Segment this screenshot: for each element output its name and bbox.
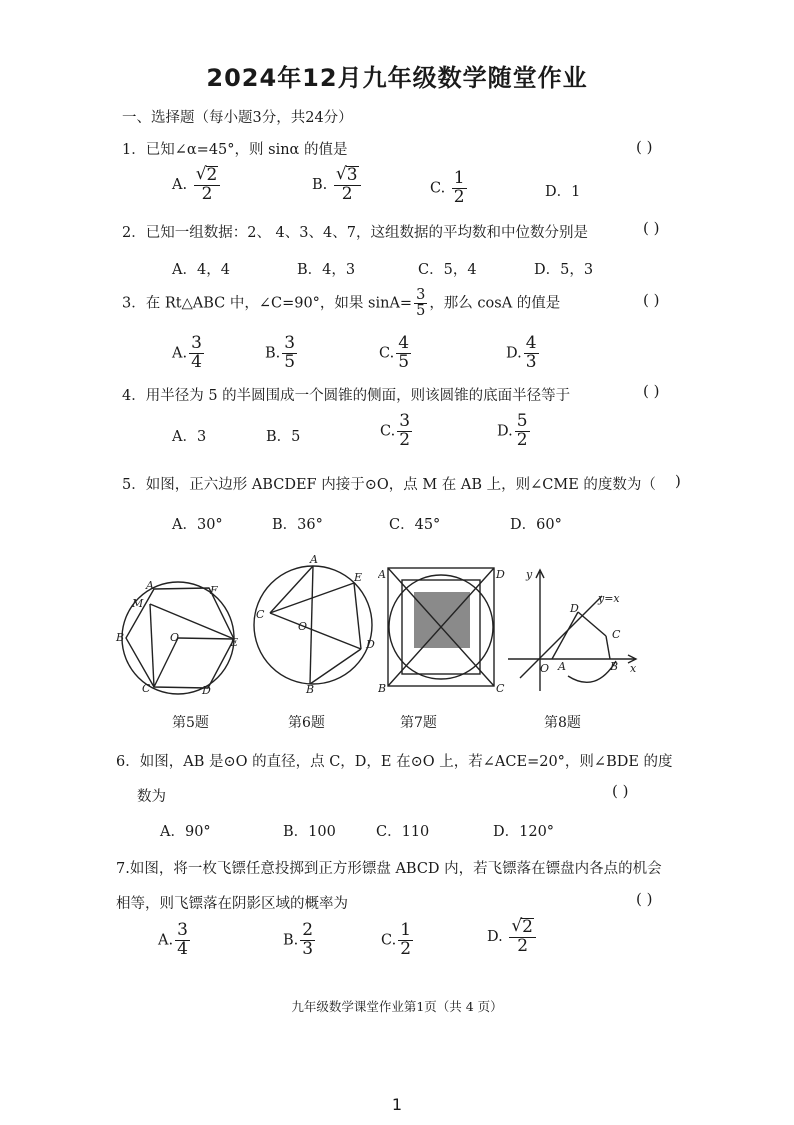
answer-paren-2: ( ) [643, 219, 660, 237]
q5-option-c: C．45° [389, 517, 441, 533]
q6-option-a: A．90° [160, 824, 211, 840]
svg-text:D: D [496, 568, 505, 581]
question-2: 2．已知一组数据：2、 4、3、4、7，这组数据的平均数和中位数分别是 [122, 225, 588, 241]
answer-paren-6: ( ) [612, 782, 629, 800]
q7-option-a: A. $\frac{3}{4}$ [158, 920, 188, 959]
q2-option-a: A．4，4 [172, 262, 230, 278]
svg-text:M: M [132, 597, 144, 610]
figure-5 [112, 548, 252, 698]
svg-text:D: D [202, 684, 211, 697]
svg-text:A: A [378, 568, 386, 581]
caption-5: 第5题 [172, 715, 209, 731]
caption-6: 第6题 [288, 715, 325, 731]
q7-option-b: B. $\frac{2}{3}$ [283, 920, 314, 959]
q4-option-c: C. $\frac{3}{2}$ [380, 411, 411, 450]
svg-text:O: O [540, 662, 550, 675]
q2-option-c: C．5，4 [418, 262, 477, 278]
svg-text:x: x [630, 662, 637, 675]
question-7-line1: 7.如图，将一枚飞镖任意投掷到正方形镖盘 ABCD 内，若飞镖落在镖盘内各点的机会 [116, 861, 662, 877]
figure-6 [248, 548, 388, 698]
q7-option-d: D. √ 2 2 [487, 918, 538, 956]
svg-text:B: B [378, 682, 387, 695]
q2-option-d: D．5，3 [534, 262, 594, 278]
q6-option-d: D．120° [493, 824, 555, 840]
q3-option-c: C. $\frac{4}{5}$ [379, 333, 410, 372]
answer-paren-4: ( ) [643, 382, 660, 400]
svg-text:A: A [558, 660, 566, 673]
svg-text:B: B [306, 683, 315, 696]
q3-option-d: D. $\frac{4}{3}$ [506, 333, 537, 372]
answer-paren-7: ( ) [636, 890, 653, 908]
q1-option-a: A. √ 2 2 [172, 166, 222, 204]
label: A [146, 579, 154, 592]
q1-option-c: C. $\frac{1}{2}$ [430, 168, 465, 207]
svg-text:C: C [142, 682, 151, 695]
figure-8 [506, 566, 646, 696]
caption-7: 第7题 [400, 715, 437, 731]
q3-option-a: A. $\frac{3}{4}$ [172, 333, 202, 372]
svg-text:C: C [496, 682, 505, 695]
svg-text:C: C [612, 628, 621, 641]
question-4: 4．用半径为 5 的半圆围成一个圆锥的侧面，则该圆锥的底面半径等于 [122, 388, 571, 404]
svg-text:D: D [366, 638, 375, 651]
svg-text:y=x: y=x [598, 592, 620, 605]
page-number: 1 [391, 1095, 403, 1114]
q6-option-c: C．110 [376, 824, 430, 840]
q4-option-a: A．3 [172, 429, 207, 445]
svg-text:F: F [210, 584, 218, 597]
page-title: 2024年12月九年级数学随堂作业 [206, 64, 588, 92]
q6-option-b: B．100 [283, 824, 336, 840]
svg-text:D: D [570, 602, 579, 615]
q4-option-b: B．5 [266, 429, 301, 445]
shaded-region [414, 592, 470, 648]
svg-text:B: B [610, 660, 619, 673]
q5-option-a: A．30° [172, 517, 223, 533]
svg-text:B: B [116, 631, 125, 644]
q7-option-c: C. $\frac{1}{2}$ [381, 920, 412, 959]
svg-text:C: C [256, 608, 265, 621]
answer-paren-5: ) [675, 472, 681, 490]
q1-option-b: B. √ 3 2 [312, 166, 363, 204]
answer-paren-3: ( ) [643, 291, 660, 309]
q1-option-d: D．1 [545, 184, 581, 200]
svg-text:E: E [230, 636, 239, 649]
svg-text:O: O [170, 631, 180, 644]
q4-option-d: D. $\frac{5}{2}$ [497, 411, 528, 450]
q2-option-b: B．4，3 [297, 262, 356, 278]
svg-text:E: E [354, 571, 363, 584]
answer-paren-1: ( ) [636, 138, 653, 156]
q5-option-b: B．36° [272, 517, 323, 533]
figure-7 [378, 566, 506, 696]
svg-text:O: O [298, 620, 308, 633]
question-7-line2: 相等，则飞镖落在阴影区域的概率为 [116, 896, 348, 912]
q5-option-d: D．60° [510, 517, 562, 533]
question-5: 5．如图，正六边形 ABCDEF 内接于⊙O，点 M 在 AB 上，则∠CME 的度数为（ [122, 477, 656, 493]
question-3: 3．在 Rt△ABC 中，∠C=90°，如果 sinA= $\frac{3}{5}$ ，那么 cosA 的值是 [122, 287, 561, 320]
question-1: 1．已知∠α=45°，则 sinα 的值是 [122, 142, 348, 158]
caption-8: 第8题 [544, 715, 581, 731]
question-6-line1: 6．如图，AB 是⊙O 的直径，点 C，D，E 在⊙O 上，若∠ACE=20°，则∠BDE 的度 [116, 754, 673, 770]
q3-option-b: B. $\frac{3}{5}$ [265, 333, 296, 372]
svg-text:y: y [526, 568, 533, 581]
question-6-line2: 数为 [137, 789, 166, 805]
page-footer: 九年级数学课堂作业第1页（共 4 页） [291, 999, 503, 1014]
section-heading: 一、选择题（每小题3分，共24分） [122, 110, 353, 126]
svg-text:A: A [310, 553, 318, 566]
